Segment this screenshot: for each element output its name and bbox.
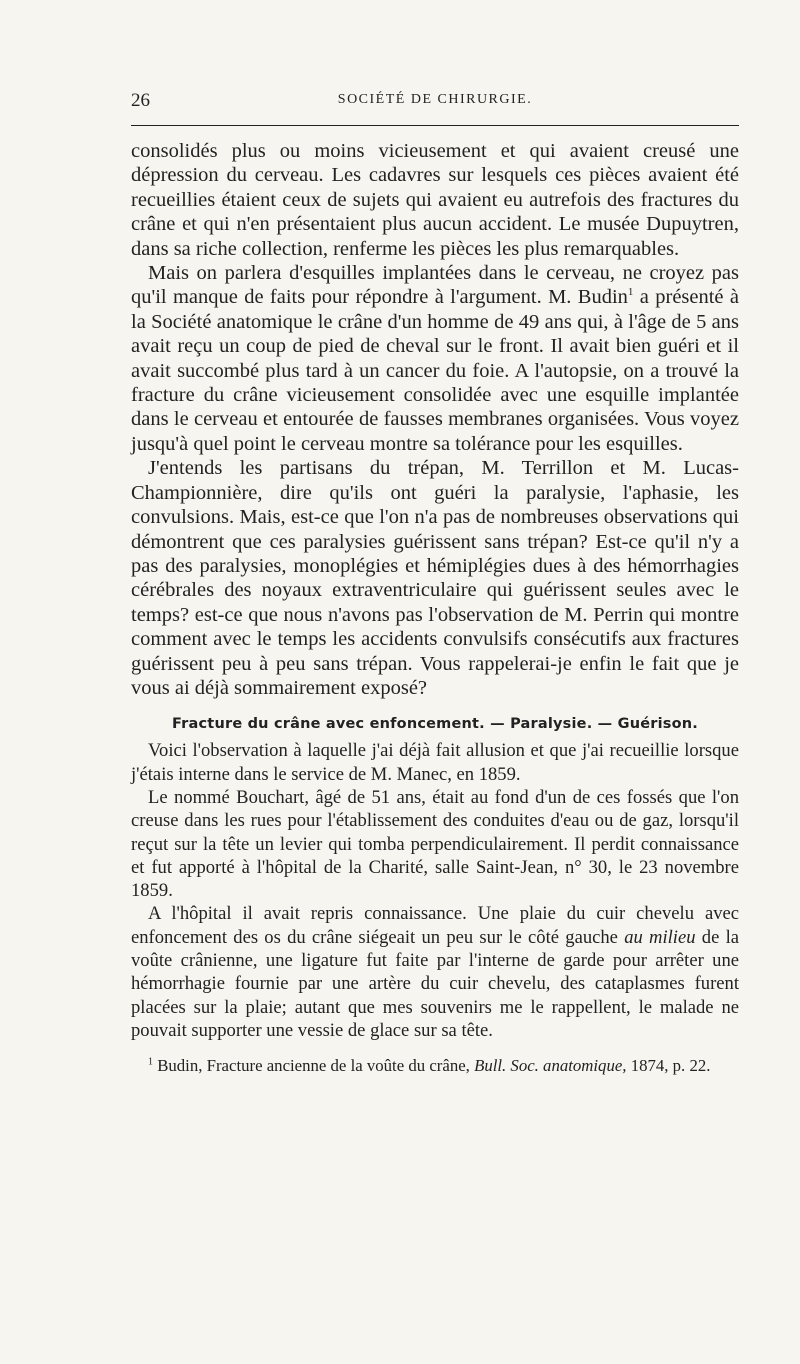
- page-number: 26: [131, 90, 150, 111]
- footnote-journal: Bull. Soc. anatomique,: [474, 1056, 627, 1076]
- footnote-reference: 1: [627, 286, 634, 299]
- book-page: [131, 90, 739, 1077]
- footnote-marker: 1: [148, 1056, 153, 1068]
- observation-paragraph: Voici l'observation à laquelle j'ai déjà fait allusion et que j'ai recueillie lorsque j'étais interne dans le service de M. Manec, en 1859.: [131, 740, 739, 785]
- paragraph-esquilles: [131, 261, 739, 456]
- paragraph-budin-text: a présenté à la Société anatomique le crâne d'un homme de 49 ans qui, à l'âge de 5 ans avait reçu un coup de pied de cheval sur le front. Il avait bien guéri et il avait succombé plus tard à un cancer du foie. A l'autopsie, on a trouvé la fracture du crâne vicieusement consolidée avec une esquille implantée dans le cerveau et entourée de fausses membranes organisées. Vous voyez jusqu'à quel point le cerveau montre sa tolérance pour les esquilles.: [131, 286, 739, 455]
- section-heading: Fracture du crâne avec enfoncement. — Paralysie. — Guérison.: [172, 716, 698, 733]
- observation-paragraph: Le nommé Bouchart, âgé de 51 ans, était au fond d'un de ces fossés que l'on creuse dans les rues pour l'établissement des conduites d'eau ou de gaz, lorsqu'il reçut sur la tête un levier qui tomba perpendiculairement. Il perdit connaissance et fut apporté à l'hôpital de la Charité, salle Saint-Jean, n° 30, le 23 novembre 1859.: [131, 786, 739, 902]
- page-header: [131, 90, 739, 120]
- footnote-citation: 1874, p. 22.: [630, 1056, 711, 1076]
- paragraph-trepan: J'entends les partisans du trépan, M. Terrillon et M. Lucas-Championnière, dire qu'ils ont guéri la paralysie, l'aphasie, les convulsions. Mais, est-ce que l'on n'a pas de nombreuses observations qui démontrent que ces paralysies guérissent sans trépan? Est-ce qu'il n'y a pas des paralysies, monoplégies et hémiplégies dues à des hémorrhagies cérébrales des noyaux extraventriculaire qui guérissent seules avec le temps? est-ce que nous n'avons pas l'observation de M. Perrin qui montre comment avec le temps les accidents convulsifs consécutifs aux fractures guérissent peu à peu sans trépan. Vous rappelerai-je enfin le fait que je vous ai déjà sommairement exposé?: [131, 457, 739, 699]
- header-rule: [131, 125, 739, 126]
- footnote-text: Budin, Fracture ancienne de la voûte du crâne,: [157, 1056, 470, 1076]
- observation-text-after: de la voûte crânienne, une ligature fut faite par l'interne de garde pour arrêter une hémorrhagie fournie par une artère du cuir chevelu, des cataplasmes furent placées sur la plaie; autant que mes souvenirs me le rappellent, le malade ne pouvait supporter une vessie de glace sur sa tête.: [131, 926, 740, 1041]
- paragraph-esquilles-text: Mais on parlera d'esquilles implantées dans le cerveau, ne croyez pas qu'il manque de faits pour répondre à l'argument.: [131, 262, 739, 309]
- main-text: [131, 139, 739, 700]
- observation-text: [131, 739, 739, 1042]
- observation-emphasis: au milieu: [624, 926, 696, 948]
- observation-paragraph-hospital: [131, 902, 739, 1042]
- paragraph-continuation: consolidés plus ou moins vicieusement et qui avaient creusé une dépression du cerveau. Les cadavres sur lesquels ces pièces avaient été recueillies étaient ceux de sujets qui avaient eu autrefois des fractures du crâne et qui n'en présentaient plus aucun accident. Le musée Dupuytren, dans sa riche collection, renferme les pièces les plus remarquables.: [131, 140, 739, 260]
- budin-name: M. Budin: [548, 286, 628, 309]
- observation-text-before: A l'hôpital il avait repris connaissance. Une plaie du cuir chevelu avec enfoncement des os du crâne siégeait un peu sur le côté gauche: [131, 903, 739, 948]
- footnote: [131, 1055, 739, 1077]
- running-title: SOCIÉTÉ DE CHIRURGIE.: [337, 92, 533, 107]
